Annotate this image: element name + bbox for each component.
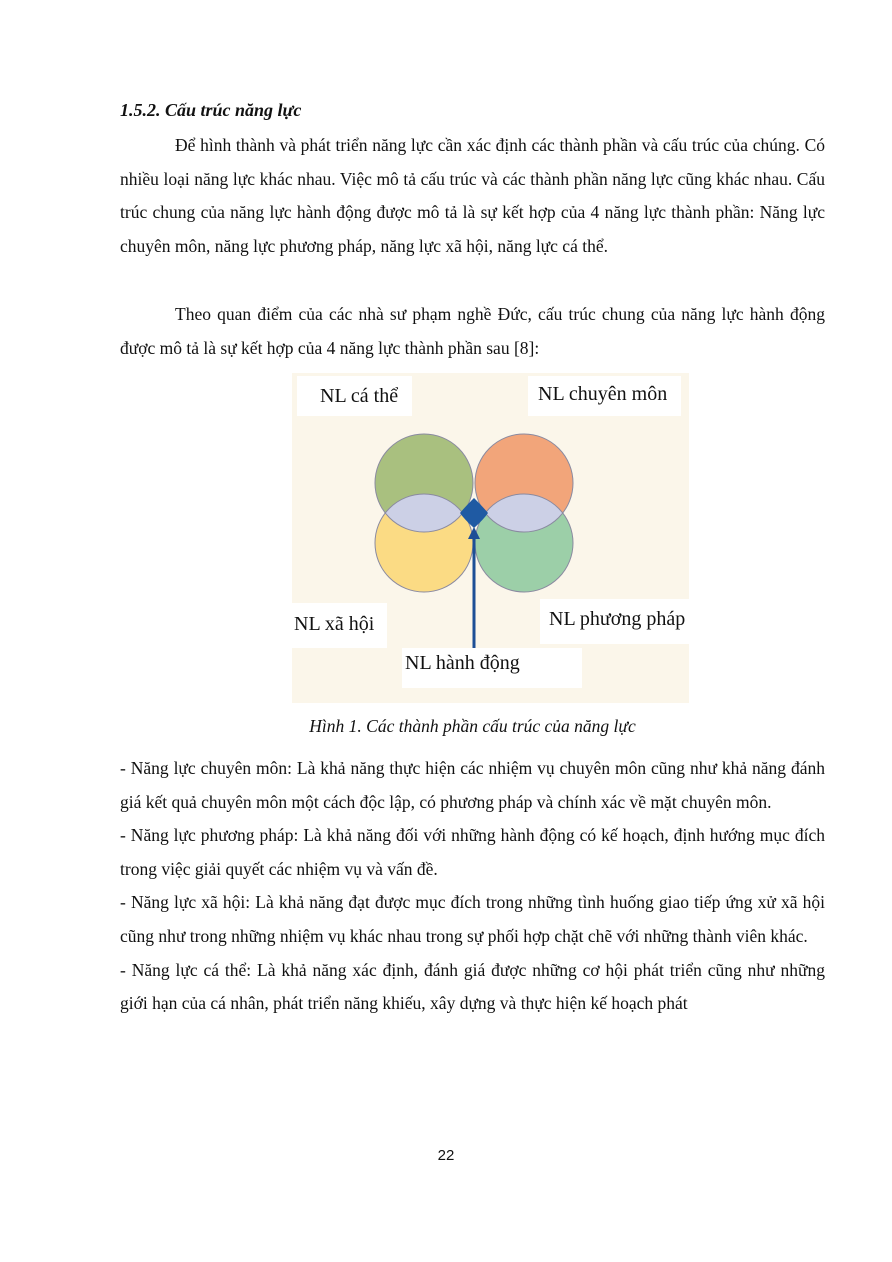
body-paragraph: Theo quan điểm của các nhà sư phạm nghề Đức, cấu trúc chung của năng lực hành động được mô tả là sự kết hợp của 4 năng lực thành phần sau [8]: [120, 304, 825, 358]
competency-venn-figure [292, 373, 689, 703]
label-method: NL phương pháp [549, 608, 686, 630]
page-number: 22 [437, 1147, 455, 1164]
section-heading: 1.5.2. Cấu trúc năng lực [120, 100, 302, 120]
label-professional: NL chuyên môn [538, 383, 668, 405]
list-item: - Năng lực xã hội: Là khả năng đạt được mục đích trong những tình huống giao tiếp ứng xử xã hội cũng như trong những nhiệm vụ khác nhau trong sự phối hợp chặt chẽ với những thành viên khác. [120, 892, 825, 946]
competency-list [120, 752, 825, 1021]
label-action: NL hành động [405, 652, 520, 674]
body-paragraph: Để hình thành và phát triển năng lực cần xác định các thành phần và cấu trúc của chúng. Có nhiều loại năng lực khác nhau. Việc mô tả cấu trúc và các thành phần năng lực cũng khác nhau. Cấu trúc chung của năng lực hành động được mô tả là sự kết hợp của 4 năng lực thành phần: Năng lực chuyên môn, năng lực phương pháp, năng lực xã hội, năng lực cá thể. [120, 135, 825, 256]
figure-caption: Hình 1. Các thành phần cấu trúc của năng lực [309, 716, 636, 736]
label-individual: NL cá thể [320, 385, 399, 407]
venn-diagram [292, 373, 689, 703]
list-item: - Năng lực phương pháp: Là khả năng đối với những hành động có kế hoạch, định hướng mục đích trong việc giải quyết các nhiệm vụ và vấn đề. [120, 825, 825, 879]
list-item: - Năng lực cá thể: Là khả năng xác định, đánh giá được những cơ hội phát triển cũng như những giới hạn của cá nhân, phát triển năng khiếu, xây dựng và thực hiện kế hoạch phát [120, 959, 825, 1014]
label-social: NL xã hội [294, 613, 375, 635]
list-item: - Năng lực chuyên môn: Là khả năng thực hiện các nhiệm vụ chuyên môn cũng như khả năng đánh giá kết quả chuyên môn một cách độc lập, có phương pháp và chính xác về mặt chuyên môn. [120, 758, 825, 812]
